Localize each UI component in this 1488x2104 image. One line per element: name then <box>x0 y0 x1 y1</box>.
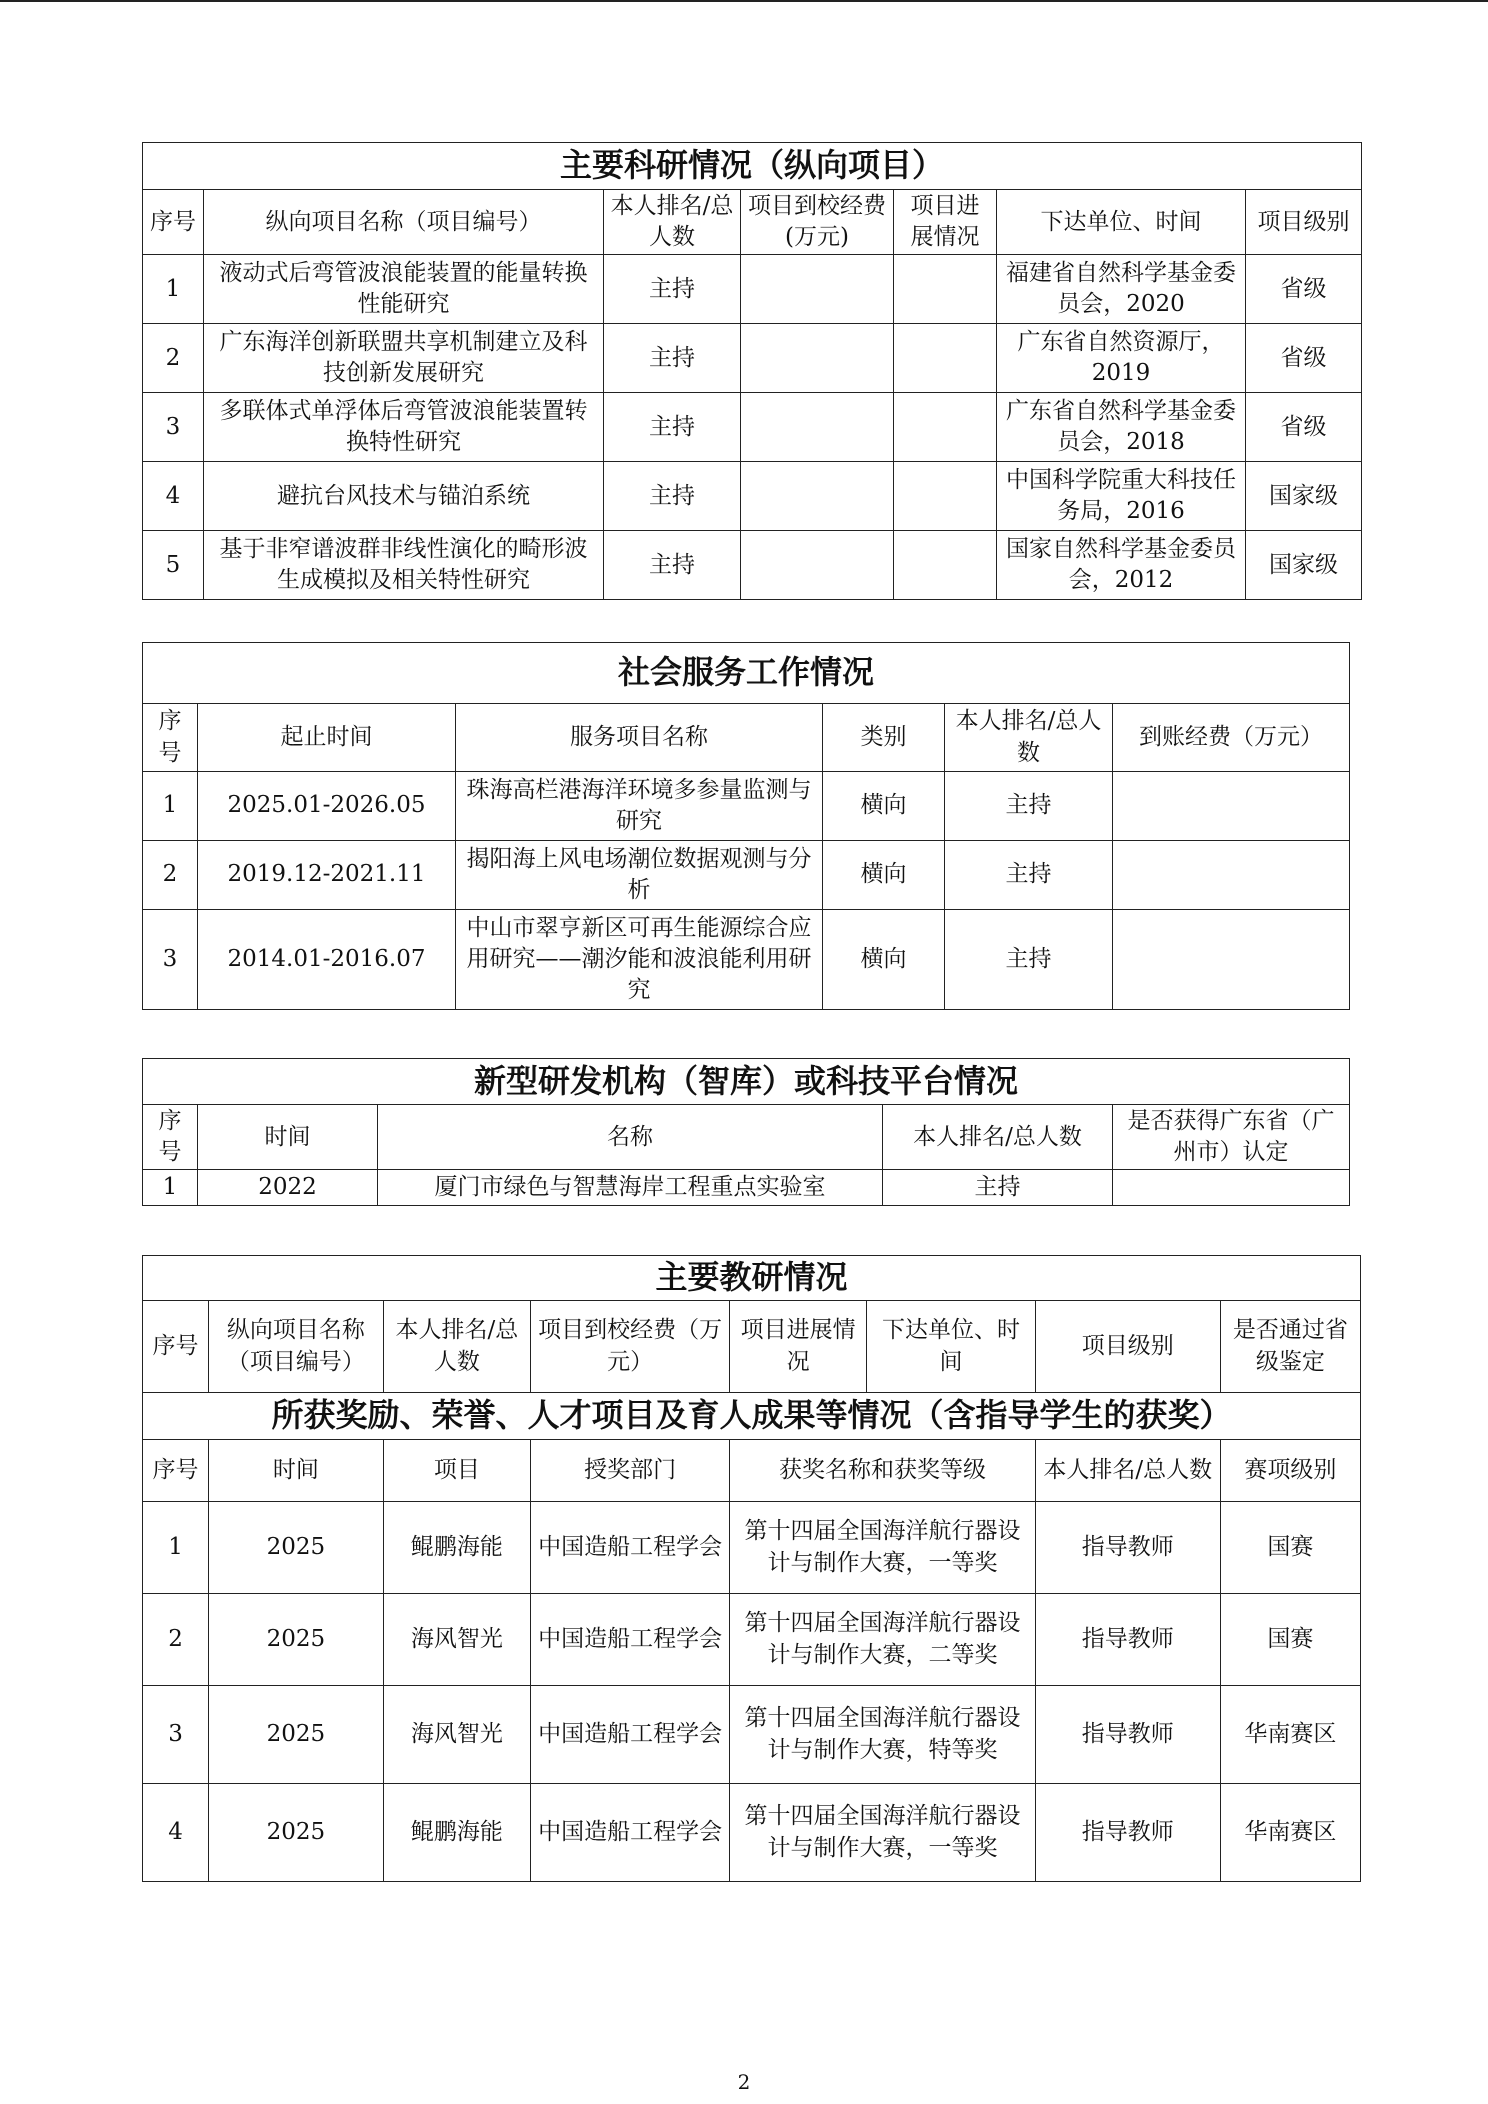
personal-rank: 主持 <box>945 910 1113 1010</box>
personal-rank: 指导教师 <box>1035 1594 1220 1686</box>
award-name: 第十四届全国海洋航行器设计与制作大赛，二等奖 <box>730 1594 1036 1686</box>
service-period: 2025.01-2026.05 <box>198 772 456 841</box>
service-type: 横向 <box>823 772 945 841</box>
page-number: 2 <box>737 2070 751 2094</box>
personal-rank: 主持 <box>604 531 741 600</box>
service-funds <box>1113 841 1350 910</box>
header-cell: 序号 <box>143 1301 209 1393</box>
header-cell: 名称 <box>378 1105 883 1170</box>
header-cell: 序号 <box>143 704 198 772</box>
awards-table-title: 所获奖励、荣誉、人才项目及育人成果等情况（含指导学生的获奖） <box>143 1393 1361 1440</box>
header-cell: 本人排名/总人数 <box>1035 1440 1220 1502</box>
table-row <box>143 1594 1361 1686</box>
project-progress <box>894 531 997 600</box>
personal-rank: 主持 <box>883 1170 1113 1206</box>
header-cell: 时间 <box>209 1440 384 1502</box>
personal-rank: 主持 <box>604 255 741 324</box>
service-table-title: 社会服务工作情况 <box>143 643 1350 704</box>
personal-rank: 指导教师 <box>1035 1784 1220 1882</box>
header-cell: 序号 <box>143 1440 209 1502</box>
project-progress <box>894 255 997 324</box>
teaching-header-row <box>143 1301 1361 1393</box>
project-name: 液动式后弯管波浪能装置的能量转换性能研究 <box>204 255 604 324</box>
platform-certification <box>1113 1170 1350 1206</box>
personal-rank: 主持 <box>945 841 1113 910</box>
row-number: 3 <box>143 910 198 1010</box>
table-row <box>143 255 1362 324</box>
award-time: 2025 <box>209 1784 384 1882</box>
service-name: 揭阳海上风电场潮位数据观测与分析 <box>456 841 823 910</box>
project-funds <box>741 531 894 600</box>
header-cell: 项目进展情况 <box>730 1301 867 1393</box>
service-header-row <box>143 704 1350 772</box>
header-cell: 项目到校经费(万元) <box>741 190 894 255</box>
project-level: 国家级 <box>1246 531 1362 600</box>
service-type: 横向 <box>823 841 945 910</box>
table-row <box>143 393 1362 462</box>
header-cell: 本人排名/总人数 <box>604 190 741 255</box>
row-number: 4 <box>143 462 204 531</box>
research-table-title: 主要科研情况（纵向项目） <box>143 143 1362 190</box>
project-funds <box>741 462 894 531</box>
header-cell: 项目级别 <box>1246 190 1362 255</box>
header-cell: 到账经费（万元） <box>1113 704 1350 772</box>
project-funds <box>741 255 894 324</box>
header-cell: 本人排名/总人数 <box>383 1301 530 1393</box>
award-department: 中国造船工程学会 <box>531 1784 730 1882</box>
project-level: 国家级 <box>1246 462 1362 531</box>
project-name: 广东海洋创新联盟共享机制建立及科技创新发展研究 <box>204 324 604 393</box>
personal-rank: 主持 <box>604 393 741 462</box>
teaching-table-title: 主要教研情况 <box>143 1256 1361 1301</box>
project-level: 省级 <box>1246 324 1362 393</box>
project-level: 省级 <box>1246 255 1362 324</box>
row-number: 2 <box>143 841 198 910</box>
award-name: 第十四届全国海洋航行器设计与制作大赛，一等奖 <box>730 1502 1036 1594</box>
project-name: 基于非窄谱波群非线性演化的畸形波生成模拟及相关特性研究 <box>204 531 604 600</box>
project-name: 多联体式单浮体后弯管波浪能装置转换特性研究 <box>204 393 604 462</box>
project-progress <box>894 393 997 462</box>
table-row <box>143 1170 1350 1206</box>
award-time: 2025 <box>209 1686 384 1784</box>
header-cell: 起止时间 <box>198 704 456 772</box>
service-table <box>142 642 1350 1010</box>
header-cell: 是否获得广东省（广州市）认定 <box>1113 1105 1350 1170</box>
header-cell: 时间 <box>198 1105 378 1170</box>
awards-header-row <box>143 1440 1361 1502</box>
platform-time: 2022 <box>198 1170 378 1206</box>
award-level: 国赛 <box>1220 1594 1360 1686</box>
row-number: 5 <box>143 531 204 600</box>
personal-rank: 主持 <box>945 772 1113 841</box>
project-name: 避抗台风技术与锚泊系统 <box>204 462 604 531</box>
award-level: 华南赛区 <box>1220 1784 1360 1882</box>
table-row <box>143 910 1350 1010</box>
header-cell: 类别 <box>823 704 945 772</box>
service-period: 2014.01-2016.07 <box>198 910 456 1010</box>
issuing-unit: 中国科学院重大科技任务局，2016 <box>997 462 1246 531</box>
header-cell: 项目级别 <box>1035 1301 1220 1393</box>
row-number: 1 <box>143 255 204 324</box>
service-period: 2019.12-2021.11 <box>198 841 456 910</box>
service-name: 中山市翠亨新区可再生能源综合应用研究——潮汐能和波浪能利用研究 <box>456 910 823 1010</box>
header-cell: 项目进展情况 <box>894 190 997 255</box>
header-cell: 本人排名/总人数 <box>945 704 1113 772</box>
project-funds <box>741 393 894 462</box>
row-number: 2 <box>143 324 204 393</box>
row-number: 3 <box>143 393 204 462</box>
project-level: 省级 <box>1246 393 1362 462</box>
header-cell: 服务项目名称 <box>456 704 823 772</box>
platform-name: 厦门市绿色与智慧海岸工程重点实验室 <box>378 1170 883 1206</box>
service-funds <box>1113 772 1350 841</box>
row-number: 2 <box>143 1594 209 1686</box>
issuing-unit: 福建省自然科学基金委员会，2020 <box>997 255 1246 324</box>
header-cell: 序号 <box>143 190 204 255</box>
award-department: 中国造船工程学会 <box>531 1594 730 1686</box>
header-cell: 授奖部门 <box>531 1440 730 1502</box>
award-level: 华南赛区 <box>1220 1686 1360 1784</box>
header-cell: 获奖名称和获奖等级 <box>730 1440 1036 1502</box>
header-cell: 项目到校经费（万元） <box>531 1301 730 1393</box>
table-row <box>143 1502 1361 1594</box>
award-time: 2025 <box>209 1502 384 1594</box>
table-row <box>143 841 1350 910</box>
header-cell: 项目 <box>383 1440 530 1502</box>
project-progress <box>894 462 997 531</box>
header-cell: 纵向项目名称（项目编号） <box>209 1301 384 1393</box>
row-number: 4 <box>143 1784 209 1882</box>
research-table <box>142 142 1362 600</box>
teaching-awards-table <box>142 1255 1361 1882</box>
header-cell: 下达单位、时间 <box>997 190 1246 255</box>
header-cell: 赛项级别 <box>1220 1440 1360 1502</box>
research-header-row <box>143 190 1362 255</box>
award-project: 鲲鹏海能 <box>383 1784 530 1882</box>
table-row <box>143 462 1362 531</box>
personal-rank: 主持 <box>604 462 741 531</box>
award-project: 海风智光 <box>383 1594 530 1686</box>
header-cell: 纵向项目名称（项目编号） <box>204 190 604 255</box>
issuing-unit: 广东省自然资源厅，2019 <box>997 324 1246 393</box>
award-department: 中国造船工程学会 <box>531 1502 730 1594</box>
award-name: 第十四届全国海洋航行器设计与制作大赛，特等奖 <box>730 1686 1036 1784</box>
platform-table-title: 新型研发机构（智库）或科技平台情况 <box>143 1059 1350 1105</box>
row-number: 1 <box>143 1170 198 1206</box>
header-cell: 序号 <box>143 1105 198 1170</box>
service-type: 横向 <box>823 910 945 1010</box>
issuing-unit: 广东省自然科学基金委员会，2018 <box>997 393 1246 462</box>
personal-rank: 主持 <box>604 324 741 393</box>
table-row <box>143 772 1350 841</box>
personal-rank: 指导教师 <box>1035 1686 1220 1784</box>
service-funds <box>1113 910 1350 1010</box>
project-funds <box>741 324 894 393</box>
personal-rank: 指导教师 <box>1035 1502 1220 1594</box>
award-name: 第十四届全国海洋航行器设计与制作大赛，一等奖 <box>730 1784 1036 1882</box>
header-cell: 本人排名/总人数 <box>883 1105 1113 1170</box>
row-number: 3 <box>143 1686 209 1784</box>
platform-header-row <box>143 1105 1350 1170</box>
table-row <box>143 1686 1361 1784</box>
table-row <box>143 324 1362 393</box>
platform-table <box>142 1058 1350 1206</box>
table-row <box>143 1784 1361 1882</box>
award-time: 2025 <box>209 1594 384 1686</box>
row-number: 1 <box>143 1502 209 1594</box>
row-number: 1 <box>143 772 198 841</box>
award-level: 国赛 <box>1220 1502 1360 1594</box>
page-top-border <box>0 0 1488 2</box>
award-project: 鲲鹏海能 <box>383 1502 530 1594</box>
award-project: 海风智光 <box>383 1686 530 1784</box>
project-progress <box>894 324 997 393</box>
table-row <box>143 531 1362 600</box>
service-name: 珠海高栏港海洋环境多参量监测与研究 <box>456 772 823 841</box>
issuing-unit: 国家自然科学基金委员会，2012 <box>997 531 1246 600</box>
header-cell: 是否通过省级鉴定 <box>1220 1301 1360 1393</box>
header-cell: 下达单位、时间 <box>867 1301 1036 1393</box>
award-department: 中国造船工程学会 <box>531 1686 730 1784</box>
